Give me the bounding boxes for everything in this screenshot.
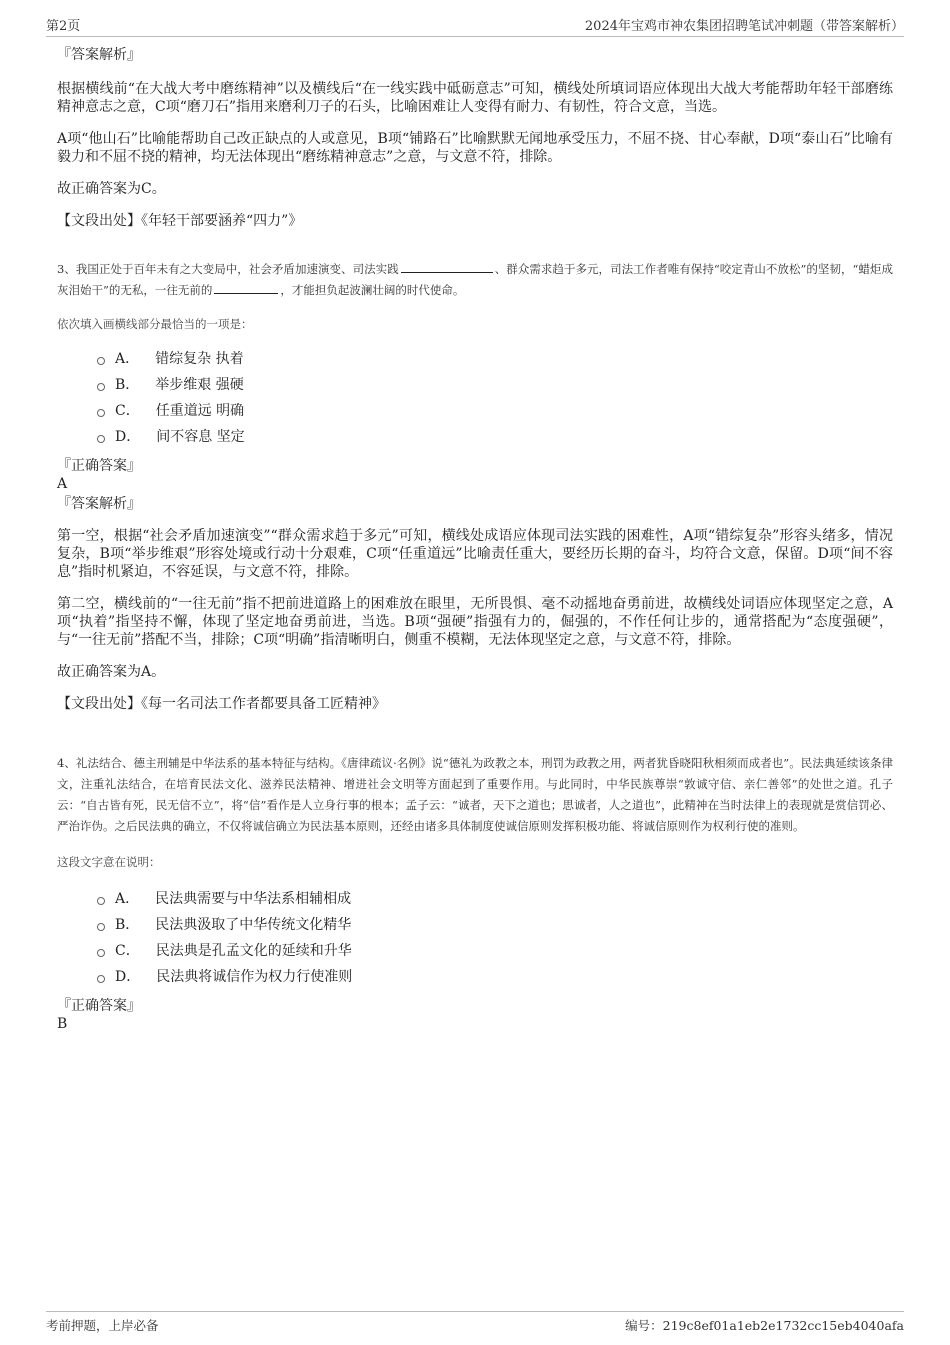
question-text: 3、我国正处于百年未有之大变局中，社会矛盾加速演变、司法实践 bbox=[57, 262, 399, 276]
option-key: C． bbox=[115, 943, 140, 959]
option-key: C． bbox=[115, 403, 140, 419]
option-text: 民法典汲取了中华传统文化精华 bbox=[155, 917, 352, 933]
radio-icon[interactable] bbox=[97, 409, 105, 417]
option-b[interactable] bbox=[57, 911, 893, 937]
fill-blank bbox=[214, 281, 278, 294]
radio-icon[interactable] bbox=[97, 383, 105, 391]
option-text: 民法典需要与中华法系相辅相成 bbox=[155, 891, 352, 907]
page-footer bbox=[46, 1311, 904, 1334]
option-text: 民法典是孔孟文化的延续和升华 bbox=[155, 943, 352, 959]
option-key: D． bbox=[115, 429, 141, 445]
option-d[interactable] bbox=[57, 423, 893, 449]
option-key: D． bbox=[115, 969, 141, 985]
analysis-label: 『答案解析』 bbox=[57, 47, 141, 63]
analysis-paragraph: 根据横线前“在大战大考中磨练精神”以及横线后“在一线实践中砥砺意志”可知，横线处所填词语应体现出大战大考能帮助年轻干部磨练精神意志之意，C项“磨刀石”指用来磨利刀子的石头，比喻困难让人变得有耐力、有韧性，符合文意，当选。 bbox=[57, 81, 893, 115]
question-prompt: 依次填入画横线部分最恰当的一项是： bbox=[57, 317, 253, 331]
radio-icon[interactable] bbox=[97, 897, 105, 905]
option-d[interactable] bbox=[57, 963, 893, 989]
radio-icon[interactable] bbox=[97, 357, 105, 365]
option-key: B． bbox=[115, 377, 140, 393]
question-stem bbox=[57, 259, 893, 301]
footer-slogan: 考前押题，上岸必备 bbox=[46, 1318, 159, 1333]
page-number: 第2页 bbox=[46, 19, 81, 34]
option-text: 间不容息 坚定 bbox=[156, 429, 245, 445]
option-text: 任重道远 明确 bbox=[155, 403, 245, 419]
question-3 bbox=[57, 259, 893, 713]
answer-conclusion: 故正确答案为A。 bbox=[57, 664, 166, 680]
radio-icon[interactable] bbox=[97, 435, 105, 443]
option-b[interactable] bbox=[57, 371, 893, 397]
option-key: A． bbox=[115, 891, 140, 907]
question-prompt: 这段文字意在说明： bbox=[57, 855, 161, 869]
option-a[interactable] bbox=[57, 885, 893, 911]
page-header bbox=[46, 14, 904, 37]
radio-icon[interactable] bbox=[97, 923, 105, 931]
option-text: 民法典将诚信作为权力行使准则 bbox=[156, 969, 353, 985]
correct-answer: A bbox=[57, 476, 68, 492]
option-list bbox=[57, 345, 893, 449]
prev-question-analysis bbox=[57, 46, 893, 230]
option-text: 错综复杂 执着 bbox=[155, 351, 244, 367]
question-text: 、群众需求趋于多元，司法工作者唯有保持“咬定青山不放松”的坚韧，“蜡炬成灰泪始干”的无私，一往无前的 bbox=[57, 262, 893, 297]
option-key: B． bbox=[115, 917, 140, 933]
option-c[interactable] bbox=[57, 937, 893, 963]
analysis-paragraph: A项“他山石”比喻能帮助自己改正缺点的人或意见，B项“铺路石”比喻默默无闻地承受压力，不屈不挠、甘心奉献，D项“泰山石”比喻有毅力和不屈不挠的精神，均无法体现出“磨练精神意志”之意，与文意不符，排除。 bbox=[57, 131, 893, 165]
source-citation: 【文段出处】《每一名司法工作者都要具备工匠精神》 bbox=[57, 696, 386, 712]
question-text: ，才能担负起波澜壮阔的时代使命。 bbox=[280, 283, 465, 297]
correct-answer: B bbox=[57, 1016, 68, 1032]
analysis-paragraph: 第二空，横线前的“一往无前”指不把前进道路上的困难放在眼里，无所畏惧、毫不动摇地奋勇前进，故横线处词语应体现坚定之意，A项“执着”指坚持不懈，体现了坚定地奋勇前进，当选。B项“强硬”指强有力的，倔强的，不作任何让步的，通常搭配为“态度强硬”，与“一往无前”搭配不当，排除；C项“明确”指清晰明白，侧重不模糊，无法体现坚定之意，与文意不符，排除。 bbox=[57, 596, 893, 648]
document-id: 编号：219c8ef01a1eb2e1732cc15eb4040afa bbox=[625, 1318, 904, 1333]
fill-blank bbox=[401, 260, 493, 273]
radio-icon[interactable] bbox=[97, 975, 105, 983]
option-text: 举步维艰 强硬 bbox=[155, 377, 244, 393]
answer-conclusion: 故正确答案为C。 bbox=[57, 181, 166, 197]
question-4 bbox=[57, 753, 893, 1033]
option-list bbox=[57, 885, 893, 989]
question-stem: 4、礼法结合、德主刑辅是中华法系的基本特征与结构。《唐律疏议·名例》说“德礼为政教之本，刑罚为政教之用，两者犹昏晓阳秋相须而成者也”。民法典延续该条律文，注重礼法结合，在培育民法文化、滋养民法精神、增进社会文明等方面起到了重要作用。与此同时，中华民族尊崇“敦诚守信、亲仁善邻”的处世之道。孔子云：“自古皆有死，民无信不立”，将“信”看作是人立身行事的根本；孟子云：“诚者，天下之道也；思诚者，人之道也”，此精神在当时法律上的表现就是赏信罚必、严治诈伪。之后民法典的确立，不仅将诚信确立为民法基本原则，还经由诸多具体制度使诚信原则发挥积极功能、将诚信原则作为权利行使的准则。 bbox=[57, 756, 893, 833]
correct-answer-label: 『正确答案』 bbox=[57, 998, 141, 1014]
option-a[interactable] bbox=[57, 345, 893, 371]
radio-icon[interactable] bbox=[97, 949, 105, 957]
analysis-label: 『答案解析』 bbox=[57, 496, 141, 512]
analysis-paragraph: 第一空，根据“社会矛盾加速演变”“群众需求趋于多元”可知，横线处成语应体现司法实践的困难性，A项“错综复杂”形容头绪多，情况复杂，B项“举步维艰”形容处境或行动十分艰难，C项“任重道远”比喻责任重大，要经历长期的奋斗，均符合文意，保留。D项“间不容息”指时机紧迫，不容延误，与文意不符，排除。 bbox=[57, 528, 893, 580]
document-title: 2024年宝鸡市神农集团招聘笔试冲刺题（带答案解析） bbox=[584, 19, 904, 34]
option-key: A． bbox=[115, 351, 140, 367]
correct-answer-label: 『正确答案』 bbox=[57, 458, 141, 474]
source-citation: 【文段出处】《年轻干部要涵养“四力”》 bbox=[57, 213, 303, 229]
option-c[interactable] bbox=[57, 397, 893, 423]
